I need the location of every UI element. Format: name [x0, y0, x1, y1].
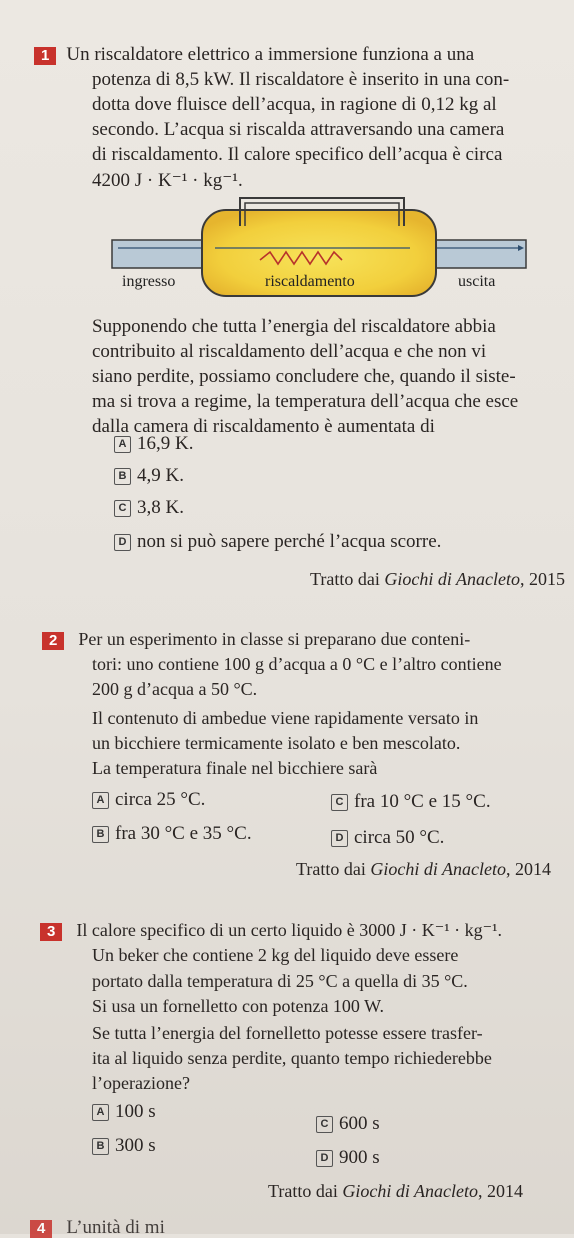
option-letter-badge: B [92, 826, 109, 843]
question-1-option-a[interactable]: A 16,9 K. [114, 432, 193, 456]
question-number-badge: 4 [30, 1220, 52, 1238]
question-1-line-6: 4200 J · K⁻¹ · kg⁻¹. [92, 170, 243, 191]
question-1-line-4: secondo. L’acqua si riscalda attraversando una camera [92, 119, 505, 140]
question-1-option-c[interactable]: C 3,8 K. [114, 496, 184, 520]
question-2-line-3: 200 g d’acqua a 50 °C. [92, 679, 258, 699]
question-2-option-b[interactable]: B fra 30 °C e 35 °C. [92, 822, 252, 846]
option-letter-badge: B [92, 1138, 109, 1155]
question-2-line-1: 2 Per un esperimento in classe si preparano due conteni- [42, 627, 470, 652]
inlet-pipe [112, 240, 210, 268]
question-number-badge: 3 [40, 923, 62, 941]
question-number-badge: 1 [34, 47, 56, 65]
option-letter-badge: D [114, 534, 131, 551]
question-1-line-2: potenza di 8,5 kW. Il riscaldatore è inserito in una con- [92, 69, 510, 90]
question-3-option-a[interactable]: A 100 s [92, 1100, 156, 1124]
question-1-line-5: di riscaldamento. Il calore specifico dell’acqua è circa [92, 144, 503, 165]
question-2-option-d[interactable]: D circa 50 °C. [331, 826, 444, 850]
outlet-pipe [428, 240, 526, 268]
question-1-source: Tratto dai Giochi di Anacleto, 2015 [310, 569, 565, 589]
question-3-line-3: portato dalla temperatura di 25 °C a quella di 35 °C. [92, 971, 468, 991]
question-2-line-5: un bicchiere termicamente isolato e ben mescolato. [92, 733, 461, 753]
question-2-line-2: tori: uno contiene 100 g d’acqua a 0 °C e l’altro contiene [92, 654, 502, 674]
option-letter-badge: B [114, 468, 131, 485]
question-3-option-d[interactable]: D 900 s [316, 1146, 380, 1170]
question-1-stem-1: Supponendo che tutta l’energia del riscaldatore abbia [92, 316, 496, 337]
option-letter-badge: C [114, 500, 131, 517]
question-3-source: Tratto dai Giochi di Anacleto, 2014 [268, 1181, 523, 1201]
label-uscita: uscita [458, 273, 496, 290]
question-3-line-4: Si usa un fornelletto con potenza 100 W. [92, 996, 384, 1016]
question-4-partial-text: L’unità di mi [66, 1217, 165, 1238]
heater-diagram [110, 190, 530, 302]
question-1-stem-4: ma si trova a regime, la temperatura dell’acqua che esce [92, 391, 519, 412]
question-3-line-6: ita al liquido senza perdite, quanto tempo richiederebbe [92, 1048, 492, 1068]
question-1-option-d[interactable]: D non si può sapere perché l’acqua scorre. [114, 530, 441, 554]
question-2-option-c[interactable]: C fra 10 °C e 15 °C. [331, 790, 491, 814]
question-1-stem-2: contribuito al riscaldamento dell’acqua e che non vi [92, 341, 487, 362]
question-1-stem-5: dalla camera di riscaldamento è aumentata di [92, 416, 435, 437]
option-letter-badge: C [331, 794, 348, 811]
question-1-line-1: 1 Un riscaldatore elettrico a immersione funziona a una [74, 42, 544, 67]
question-4 [30, 1218, 165, 1238]
question-1-line-3: dotta dove fluisce dell’acqua, in ragione di 0,12 kg al [92, 94, 497, 115]
label-riscaldamento: riscaldamento [265, 273, 355, 290]
question-3-option-c[interactable]: C 600 s [316, 1112, 380, 1136]
question-3-line-5: Se tutta l’energia del fornelletto potesse essere trasfer- [92, 1023, 483, 1043]
option-letter-badge: A [92, 1104, 109, 1121]
option-letter-badge: D [331, 830, 348, 847]
option-letter-badge: A [92, 792, 109, 809]
question-1-option-b[interactable]: B 4,9 K. [114, 464, 184, 488]
option-letter-badge: D [316, 1150, 333, 1167]
label-ingresso: ingresso [122, 273, 176, 290]
question-3-option-b[interactable]: B 300 s [92, 1134, 156, 1158]
question-2-line-4: Il contenuto di ambedue viene rapidamente versato in [92, 708, 479, 728]
option-letter-badge: C [316, 1116, 333, 1133]
option-letter-badge: A [114, 436, 131, 453]
question-3-line-2: Un beker che contiene 2 kg del liquido deve essere [92, 945, 459, 965]
question-2-source: Tratto dai Giochi di Anacleto, 2014 [296, 859, 551, 879]
question-number-badge: 2 [42, 632, 64, 650]
question-3-line-1: 3 Il calore specifico di un certo liquido è 3000 J · K⁻¹ · kg⁻¹. [40, 918, 502, 943]
question-2-line-6: La temperatura finale nel bicchiere sarà [92, 758, 378, 778]
question-1-stem-3: siano perdite, possiamo concludere che, quando il siste- [92, 366, 516, 387]
question-2-option-a[interactable]: A circa 25 °C. [92, 788, 205, 812]
question-3-line-7: l’operazione? [92, 1073, 190, 1093]
